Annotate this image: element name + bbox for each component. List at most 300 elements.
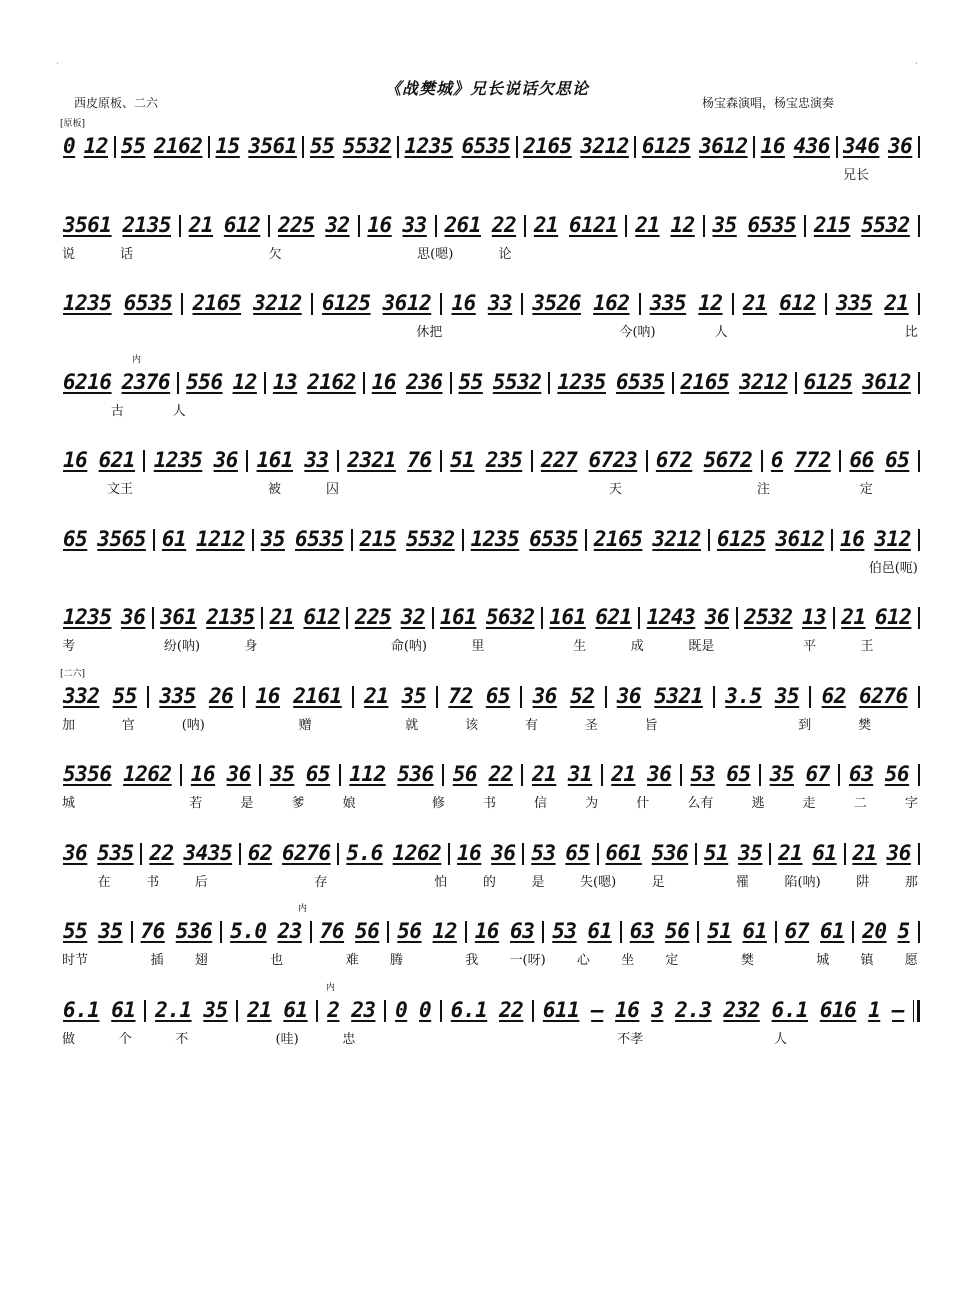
lyric — [60, 164, 64, 182]
lyric: 比 — [904, 325, 918, 340]
note-group: 33 — [402, 212, 427, 237]
note-group: 621 — [595, 605, 632, 629]
note-group: 33 — [304, 448, 329, 472]
note-group: 2532 — [743, 605, 793, 629]
note-group: 436 — [793, 134, 830, 158]
bar-line — [208, 136, 210, 158]
lyric — [582, 557, 586, 575]
lyric — [382, 478, 386, 496]
note-group: 2376 — [121, 369, 171, 394]
lyric — [743, 164, 747, 182]
note-group: 65 — [305, 762, 331, 786]
note-group: 2135 — [122, 212, 172, 237]
bar-line — [337, 843, 339, 865]
bar-line — [440, 1000, 442, 1022]
bar-line — [542, 921, 544, 943]
lyric — [119, 321, 123, 339]
score-line — [60, 273, 920, 352]
note-group: 12 — [232, 369, 257, 394]
lyric — [562, 478, 566, 496]
note-group: 13 — [802, 605, 827, 629]
lyric — [574, 400, 578, 418]
bar-line — [440, 450, 442, 472]
lyric — [819, 557, 823, 575]
lyric: 生 — [573, 639, 587, 654]
lyric — [60, 871, 64, 889]
bar-line — [833, 607, 835, 629]
bar-line — [220, 921, 222, 943]
lyric — [222, 243, 226, 261]
note-group: 31 — [567, 762, 593, 786]
lyric — [402, 164, 406, 182]
lyric: 旨 — [644, 717, 658, 733]
lyric: 陷(呐) — [784, 874, 821, 890]
lyric — [685, 1028, 689, 1046]
lyric — [646, 164, 650, 182]
score-line — [60, 116, 920, 195]
bar-line — [844, 843, 846, 865]
note-group: 52 — [570, 683, 595, 708]
lyric: 罹 — [735, 874, 749, 890]
lyric — [117, 635, 121, 653]
note-group: 1235 — [470, 526, 520, 551]
lyric — [780, 243, 784, 261]
lyric — [432, 949, 436, 967]
note-group: 36 — [532, 683, 557, 708]
bar-line — [432, 607, 434, 629]
note-group: 6723 — [588, 448, 638, 472]
bar-line — [918, 764, 920, 786]
lyric — [703, 714, 707, 732]
bar-line — [144, 1000, 146, 1022]
note-group: 556 — [186, 369, 223, 394]
note-group: 2165 — [680, 369, 730, 394]
note-group: 536 — [651, 840, 689, 865]
note-group: 621 — [98, 448, 136, 472]
bar-line — [522, 843, 524, 865]
lyric — [721, 400, 725, 418]
lyrics-line — [60, 792, 920, 810]
note-group: 1235 — [404, 134, 454, 158]
section-marker: [二六] — [60, 668, 86, 679]
notes-line — [60, 287, 920, 315]
note-group: 65 — [485, 683, 511, 708]
note-group: 0 — [63, 134, 76, 158]
lyrics-line — [60, 635, 920, 653]
lyric — [477, 400, 481, 418]
note-group: 1262 — [392, 840, 442, 865]
lyric: 是 — [240, 796, 254, 811]
note-group: 26 — [208, 683, 234, 708]
lyric: 休把 — [416, 325, 443, 340]
note-group: 335 — [649, 291, 687, 315]
lyric: 一(呀) — [509, 953, 546, 968]
bar-line — [358, 215, 360, 237]
score-line — [60, 509, 920, 588]
lyric: 天 — [608, 482, 622, 497]
lyric — [370, 243, 374, 261]
note-group: 1 — [868, 997, 881, 1022]
lyric: 的 — [482, 874, 496, 890]
lyric — [528, 1028, 532, 1046]
note-group: 5672 — [703, 448, 753, 472]
note-group: 5532 — [492, 369, 542, 394]
note-group: 5 — [897, 919, 910, 943]
lyric — [535, 557, 539, 575]
note-group: 55 — [121, 134, 146, 158]
note-group: 1235 — [153, 448, 203, 472]
bar-line — [836, 136, 838, 158]
note-group: 5321 — [654, 683, 703, 708]
lyric: (哇) — [275, 1031, 299, 1047]
section-marker: [原板] — [60, 119, 86, 129]
note-group: 6535 — [295, 526, 344, 551]
lyric: 不孝 — [617, 1031, 644, 1047]
note-group: 36 — [888, 134, 913, 158]
lyric — [237, 321, 241, 339]
note-group: 35 — [774, 683, 800, 708]
lyric — [277, 871, 281, 889]
note-group: 6535 — [123, 291, 173, 315]
lyrics-line — [60, 321, 920, 339]
bar-line — [384, 1000, 386, 1022]
lyric: (呐) — [181, 717, 205, 733]
lyric — [312, 949, 316, 967]
bar-line — [775, 921, 777, 943]
note-group: 6125 — [716, 526, 766, 551]
lyric — [525, 400, 529, 418]
note-group: 225 — [278, 212, 315, 237]
bar-line — [825, 293, 827, 315]
lyric: 文王 — [106, 482, 133, 497]
note-group: 35 — [203, 997, 228, 1022]
lyric — [710, 478, 714, 496]
lyric — [645, 243, 649, 261]
bar-line — [597, 843, 599, 865]
note-group: 3561 — [248, 134, 297, 158]
note-group: 55 — [458, 369, 483, 394]
lyric — [202, 557, 206, 575]
lyric — [484, 1028, 488, 1046]
lyric: 怕 — [434, 874, 448, 890]
lyric: 人 — [714, 325, 728, 340]
note-group: 2162 — [307, 369, 356, 394]
note-group: 63 — [848, 762, 874, 786]
score-line — [60, 195, 920, 274]
bar-line — [152, 607, 154, 629]
lyric — [597, 164, 601, 182]
bar-line — [181, 293, 183, 315]
bar-line — [147, 686, 149, 708]
lyric — [629, 557, 633, 575]
lyric — [872, 1028, 876, 1046]
lyric — [690, 243, 694, 261]
note-group: 1243 — [646, 605, 696, 629]
lyric — [677, 557, 681, 575]
note-group: 612 — [875, 605, 912, 629]
note-group: 16 — [451, 291, 476, 315]
bar-line — [143, 450, 145, 472]
note-group: 36 — [886, 840, 911, 865]
note-group: 161 — [439, 605, 477, 629]
lyric — [749, 714, 753, 732]
note-group: 35 — [712, 212, 737, 237]
lyric: 走 — [802, 796, 816, 811]
bar-line — [639, 293, 641, 315]
bar-line — [448, 843, 450, 865]
note-group: 162 — [593, 291, 630, 315]
note-group: 61 — [742, 919, 767, 943]
lyric — [109, 164, 113, 182]
bar-line — [634, 136, 636, 158]
note-group: 616 — [819, 997, 857, 1022]
bar-line — [769, 843, 771, 865]
bar-line — [239, 843, 241, 865]
note-group: 21 — [778, 840, 803, 865]
lyric — [772, 557, 776, 575]
bar-line — [839, 450, 841, 472]
lyrics-line — [60, 871, 920, 889]
lyric — [178, 321, 182, 339]
note-group: 2.1 — [155, 997, 192, 1022]
lyric — [440, 557, 444, 575]
note-group: 6.1 — [450, 997, 488, 1022]
note-group: 1212 — [196, 526, 245, 551]
note-group: 2165 — [593, 526, 643, 551]
lyric: 存 — [314, 874, 328, 890]
lyric — [117, 949, 121, 967]
lyric — [698, 871, 702, 889]
lyric — [250, 714, 254, 732]
bar-line — [462, 529, 464, 551]
lyric — [361, 871, 365, 889]
score-line — [60, 980, 920, 1059]
notes-line — [60, 994, 920, 1022]
bar-line — [680, 764, 682, 786]
lyric — [155, 557, 159, 575]
note-group: 36 — [226, 762, 251, 786]
lyric — [158, 164, 162, 182]
note-group: 3 — [651, 997, 664, 1022]
bar-line — [585, 529, 587, 551]
lyrics-line — [60, 400, 920, 418]
lyric: 修 — [431, 796, 445, 811]
score-line — [60, 901, 920, 980]
note-group: 6125 — [321, 291, 371, 315]
lyrics-line — [60, 949, 920, 967]
lyric: 兄长 — [843, 168, 870, 183]
note-group: 76 — [407, 448, 432, 472]
score-line — [60, 430, 920, 509]
note-group: 661 — [605, 840, 642, 865]
note-group: 32 — [325, 212, 350, 237]
bar-line — [697, 921, 699, 943]
lyric — [769, 400, 773, 418]
note-group: 3212 — [580, 134, 629, 158]
note-group: 76 — [319, 919, 345, 943]
lyric — [221, 478, 225, 496]
lyric — [783, 949, 787, 967]
note-group: 61 — [587, 919, 612, 943]
bar-line — [131, 921, 133, 943]
lyric — [916, 478, 920, 496]
lyric — [916, 635, 920, 653]
notes-line — [60, 444, 920, 472]
note-group: 12 — [670, 212, 695, 237]
lyric — [472, 478, 476, 496]
note-group: 161 — [256, 448, 294, 472]
bar-line — [646, 450, 648, 472]
lyric — [397, 1028, 401, 1046]
note-group: 21 — [188, 212, 214, 237]
note-group: 5.6 — [346, 840, 383, 865]
lyric — [60, 321, 64, 339]
note-group: 1262 — [123, 762, 172, 786]
lyric: 思(嗯) — [417, 246, 454, 262]
note-group: 62 — [247, 840, 273, 865]
note-group: 335 — [835, 291, 873, 315]
bar-line — [436, 686, 438, 708]
bar-line — [177, 372, 179, 394]
note-group: 65 — [885, 448, 910, 472]
notes-line — [60, 130, 920, 158]
note-group: 12 — [432, 919, 457, 943]
bar-line — [713, 686, 715, 708]
bar-line — [346, 607, 348, 629]
lyric: 逃 — [751, 796, 765, 811]
lyric: 插 — [150, 953, 164, 968]
lyric — [397, 871, 401, 889]
note-group: 2165 — [523, 134, 572, 158]
lyric — [499, 321, 503, 339]
note-group: 2321 — [347, 448, 396, 472]
note-group: 772 — [794, 448, 831, 472]
lyric — [571, 1028, 575, 1046]
lyric: 赠 — [298, 717, 312, 733]
bar-line — [243, 686, 245, 708]
lyric: 城 — [816, 953, 830, 968]
bar-line — [521, 764, 523, 786]
note-group: 6535 — [529, 526, 578, 551]
note-group: 5632 — [485, 605, 535, 629]
note-group: 1235 — [63, 605, 112, 629]
lyric — [558, 321, 562, 339]
bar-line — [521, 293, 523, 315]
lyric — [757, 635, 761, 653]
note-group: 56 — [452, 762, 478, 786]
note-group: 36 — [647, 762, 672, 786]
note-group: 36 — [704, 605, 730, 629]
note-group: 3612 — [699, 134, 748, 158]
bar-line — [302, 136, 304, 158]
note-group: 536 — [397, 762, 434, 786]
note-group: 32 — [400, 605, 426, 629]
note-group: 16 — [190, 762, 216, 786]
note-group: 0 — [419, 997, 432, 1022]
bar-line — [672, 372, 674, 394]
lyric: 坐 — [621, 953, 635, 968]
bar-line — [351, 529, 353, 551]
lyric: 翅 — [194, 953, 208, 968]
lyric — [724, 557, 728, 575]
note-group: 12 — [83, 134, 108, 158]
lyrics-line — [60, 243, 920, 261]
lyric: 愿 — [904, 953, 918, 968]
note-group: 536 — [175, 919, 213, 943]
note-group: 65 — [726, 762, 751, 786]
note-group: 51 — [707, 919, 732, 943]
bar-line — [363, 372, 365, 394]
note-group: 61 — [111, 997, 136, 1022]
lyrics-line — [60, 1028, 920, 1046]
bar-line — [601, 764, 603, 786]
note-group: 5532 — [861, 212, 910, 237]
lyric: 城 — [62, 796, 76, 811]
lyric: 人 — [773, 1031, 787, 1047]
note-group: 35 — [260, 526, 286, 551]
bar-line — [918, 607, 920, 629]
bar-line — [736, 607, 738, 629]
lyric: 不 — [175, 1031, 189, 1047]
note-group: 67 — [805, 762, 830, 786]
bar-line — [387, 921, 389, 943]
bar-line — [435, 215, 437, 237]
note-group: 21 — [269, 605, 294, 629]
lyric — [281, 400, 285, 418]
lyric: 是 — [531, 874, 545, 890]
lyric: 说 — [62, 246, 76, 262]
lyric — [728, 1028, 732, 1046]
note-group: 36 — [121, 605, 146, 629]
note-group: 535 — [97, 840, 134, 865]
note-group: 66 — [849, 448, 874, 472]
lyric: 镇 — [860, 953, 874, 968]
lyric: 被 — [267, 482, 281, 497]
lyrics-line — [60, 478, 920, 496]
bar-line — [605, 686, 607, 708]
note-group: 22 — [491, 212, 517, 237]
lyric: 注 — [756, 482, 770, 497]
lyric — [427, 478, 431, 496]
lyric: 王 — [860, 639, 874, 654]
bar-line — [831, 529, 833, 551]
note-group: 5532 — [342, 134, 392, 158]
note-group: 1235 — [63, 291, 112, 315]
lyric — [487, 557, 491, 575]
note-group: 3612 — [775, 526, 825, 551]
lyric: 爹 — [291, 796, 305, 811]
lyric: 腾 — [389, 953, 403, 968]
lyric — [300, 635, 304, 653]
bar-line — [339, 764, 341, 786]
note-group: 36 — [213, 448, 238, 472]
lyric — [813, 478, 817, 496]
note-group: 56 — [884, 762, 910, 786]
lyric — [176, 478, 180, 496]
lyric — [60, 478, 64, 496]
note-group: 21 — [247, 997, 272, 1022]
lyric — [708, 949, 712, 967]
bar-line — [795, 372, 797, 394]
bar-line — [918, 450, 920, 472]
note-group: 6276 — [282, 840, 331, 865]
note-group: 35 — [738, 840, 763, 865]
notes-line — [60, 680, 920, 708]
bar-line — [638, 607, 640, 629]
note-group: 33 — [487, 291, 513, 315]
note-group: 611 — [542, 997, 580, 1022]
note-group: 13 — [272, 369, 298, 394]
